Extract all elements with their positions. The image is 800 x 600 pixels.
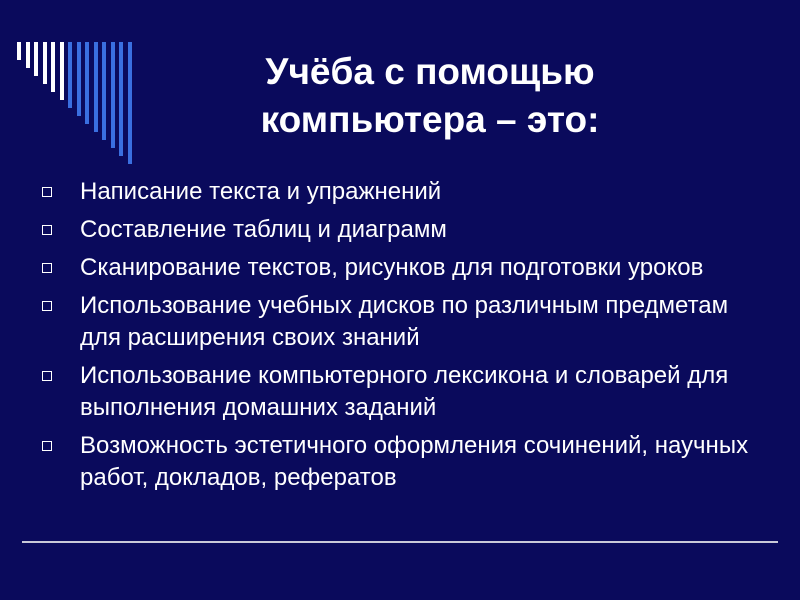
decorative-stripe [26,42,30,68]
decorative-stripe [34,42,38,76]
decorative-stripe [68,42,72,108]
decorative-stripe [128,42,132,164]
list-item-text: Использование компьютерного лексикона и словарей для выполнения домашних заданий [80,362,729,421]
decorative-stripe [77,42,81,116]
list-item-text: Сканирование текстов, рисунков для подготовки уроков [80,254,704,281]
list-item [38,252,758,284]
slide-title [200,48,660,144]
square-bullet-icon [42,371,52,381]
slide-title-line-1: Учёба с помощью [265,51,595,92]
decorative-stripe [85,42,89,124]
bottom-divider [22,541,778,543]
list-item [38,430,758,494]
list-item-text: Использование учебных дисков по различным предметам для расширения своих знаний [80,292,729,351]
square-bullet-icon [42,263,52,273]
decorative-stripe [17,42,21,60]
list-item-text: Написание текста и упражнений [80,178,442,205]
decorative-stripe [43,42,47,84]
square-bullet-icon [42,225,52,235]
square-bullet-icon [42,301,52,311]
decorative-stripe [111,42,115,148]
list-item [38,176,758,208]
decorative-stripe [119,42,123,156]
square-bullet-icon [42,187,52,197]
square-bullet-icon [42,441,52,451]
list-item-text: Возможность эстетичного оформления сочинений, научных работ, докладов, рефератов [80,432,749,491]
list-item [38,214,758,246]
list-item-text: Составление таблиц и диаграмм [80,216,447,243]
decorative-stripes [0,0,200,200]
list-item [38,360,758,424]
decorative-stripe [94,42,98,132]
bullet-list [38,176,758,500]
slide-title-line-2: компьютера – это: [260,99,600,140]
decorative-stripe [60,42,64,100]
decorative-stripe [102,42,106,140]
decorative-stripe [51,42,55,92]
list-item [38,290,758,354]
